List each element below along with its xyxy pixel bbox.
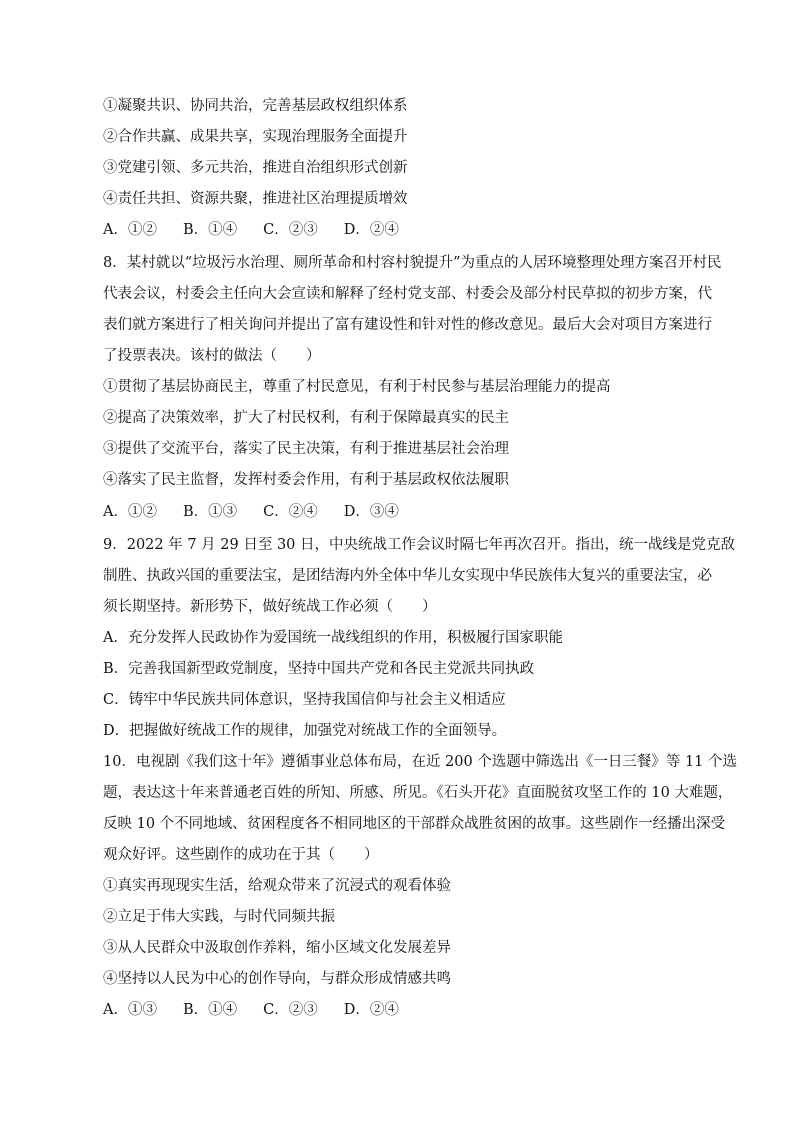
q8-item-3: ③提供了交流平台，落实了民主决策，有利于推进基层社会治理 [103, 441, 509, 457]
q10-choice-d: D．②④ [343, 1002, 399, 1018]
q7-choices [103, 220, 714, 240]
q8-item-4: ④落实了民主监督，发挥村委会作用，有利于基层政权依法履职 [103, 472, 509, 488]
q9-option-b: B．完善我国新型政党制度，坚持中国共产党和各民主党派共同执政 [103, 661, 535, 677]
q9-option-c: C．铸牢中华民族共同体意识，坚持我国信仰与社会主义相适应 [103, 692, 506, 708]
q10-item-3: ③从人民群众中汲取创作养料，缩小区域文化发展差异 [103, 940, 451, 956]
q8-choice-c: C．②④ [263, 504, 318, 520]
q10-item-4: ④坚持以人民为中心的创作导向，与群众形成情感共鸣 [103, 971, 451, 987]
q8-stem-line-3: 表们就方案进行了相关询问并提出了富有建设性和针对性的修改意见。最后大会对项目方案进行 [103, 317, 712, 333]
q8-item-1: ①贯彻了基层协商民主，尊重了村民意见，有利于村民参与基层治理能力的提高 [103, 379, 611, 395]
q7-choice-a: A．①② [103, 222, 157, 238]
q7-item-2: ②合作共赢、成果共享，实现治理服务全面提升 [103, 129, 408, 145]
q8-stem-line-2: 代表会议，村委会主任向大会宣读和解释了经村党支部、村委会及部分村民草拟的初步方案，代 [103, 286, 712, 302]
q10-stem-line-3: 反映 10 个不同地域、贫困程度各不相同地区的干部群众战胜贫困的故事。这些剧作一经播出深受 [103, 816, 726, 832]
q8-choices [103, 502, 714, 522]
q9-stem-line-1: 9．2022 年 7 月 29 日至 30 日，中央统战工作会议时隔七年再次召开。指出，统一战线是党克敌 [103, 537, 736, 553]
q7-choice-b: B．①④ [182, 222, 238, 238]
q9-option-d: D．把握做好统战工作的规律，加强党对统战工作的全面领导。 [103, 723, 507, 739]
q9-stem-line-3: 须长期坚持。新形势下，做好统战工作必须（ ） [103, 599, 437, 615]
q10-choice-a: A．①③ [103, 1002, 157, 1018]
q8-choice-b: B．①③ [182, 504, 238, 520]
q7-choice-d: D．②④ [343, 222, 399, 238]
q7-choice-c: C．②③ [263, 222, 318, 238]
q9-option-a: A．充分发挥人民政协作为爱国统一战线组织的作用，积极履行国家职能 [103, 630, 563, 646]
q10-stem-line-4: 观众好评。这些剧作的成功在于其（ ） [103, 847, 379, 863]
q8-choice-d: D．③④ [343, 504, 399, 520]
q10-choice-c: C．②③ [263, 1002, 318, 1018]
q7-item-4: ④责任共担、资源共聚，推进社区治理提质增效 [103, 191, 408, 207]
q8-stem-line-1: 8．某村就以“垃圾污水治理、厕所革命和村容村貌提升”为重点的人居环境整理处理方案召开村民 [103, 255, 722, 271]
q8-item-2: ②提高了决策效率，扩大了村民权利，有利于保障最真实的民主 [103, 410, 509, 426]
q10-choices [103, 1000, 714, 1020]
q8-stem-line-4: 了投票表决。该村的做法（ ） [103, 348, 321, 364]
q10-item-1: ①真实再现现实生活，给观众带来了沉浸式的观看体验 [103, 878, 451, 894]
q8-choice-a: A．①② [103, 504, 157, 520]
q10-stem-line-2: 题，表达这十年来普通老百姓的所知、所感、所见。《石头开花》直面脱贫攻坚工作的 10 大难题， [103, 785, 733, 801]
q7-item-1: ①凝聚共识、协同共治，完善基层政权组织体系 [103, 98, 408, 114]
q7-item-3: ③党建引领、多元共治，推进自治组织形式创新 [103, 160, 408, 176]
q10-item-2: ②立足于伟大实践，与时代同频共振 [103, 909, 335, 925]
q10-choice-b: B．①④ [182, 1002, 238, 1018]
q10-stem-line-1: 10．电视剧《我们这十年》遵循事业总体布局，在近 200 个选题中筛选出《一日三餐》等 11 个选 [103, 754, 738, 770]
q9-stem-line-2: 制胜、执政兴国的重要法宝，是团结海内外全体中华儿女实现中华民族伟大复兴的重要法宝，必 [103, 568, 712, 584]
